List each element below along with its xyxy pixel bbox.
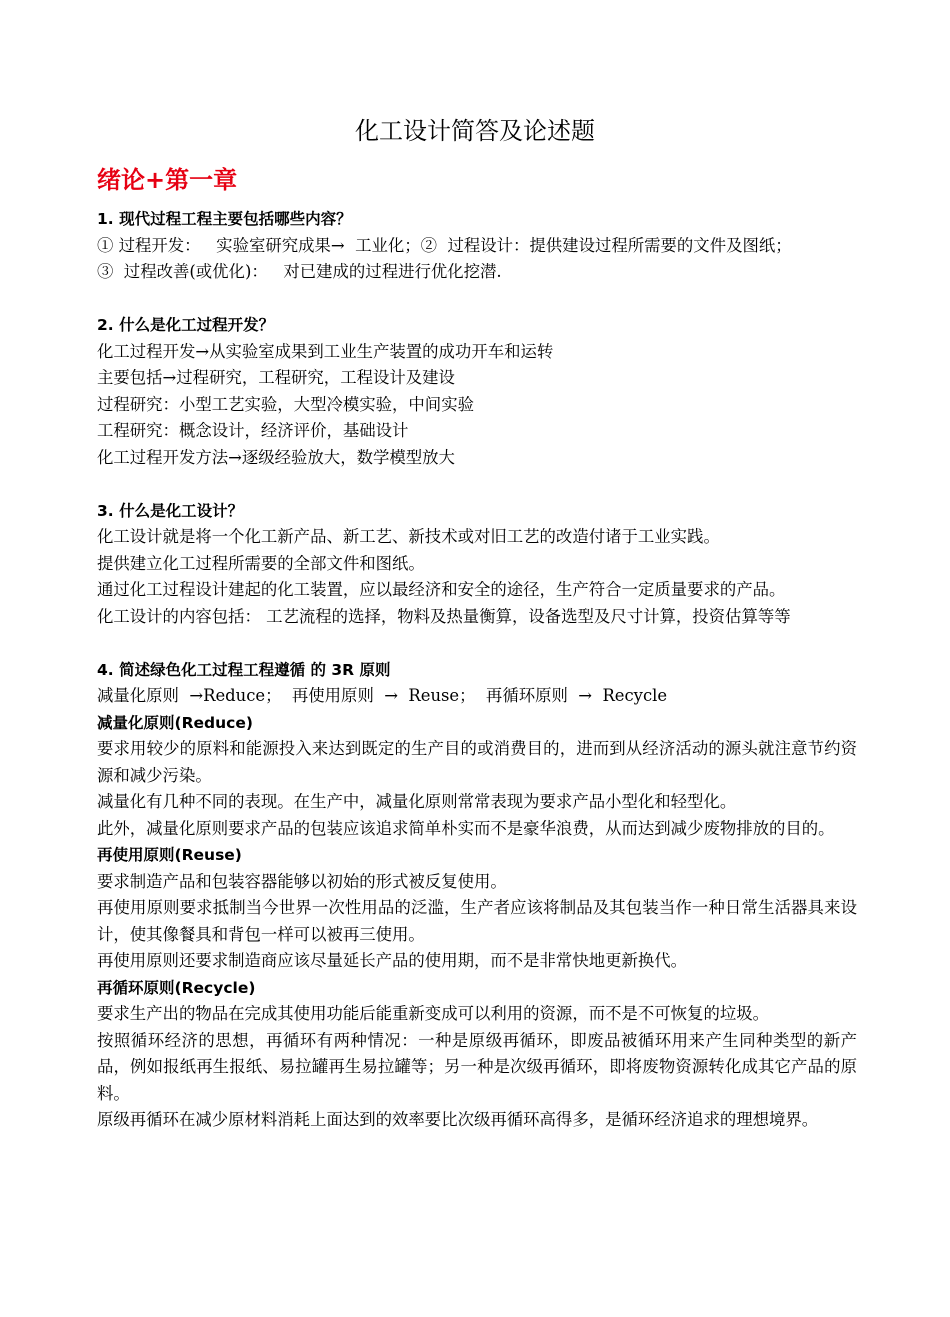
reuse-paragraph-2: 再使用原则要求抵制当今世界一次性用品的泛滥，生产者应该将制品及其包装当作一种日常生活器具来设计，使其像餐具和背包一样可以被再三使用。 xyxy=(97,898,857,944)
question-2-line-3: 过程研究：小型工艺实验，大型冷模实验，中间实验 xyxy=(97,394,474,414)
question-2-line-5: 化工过程开发方法→逐级经验放大，数学模型放大 xyxy=(97,447,455,467)
question-4-line-1: 减量化原则 →Reduce； 再使用原则 → Reuse； 再循环原则 → Recycle xyxy=(97,686,668,705)
question-2-heading: 2. 什么是化工过程开发？ xyxy=(97,316,275,334)
page-title: 化工设计简答及论述题 xyxy=(355,117,595,145)
question-1-line-1: ① 过程开发： 实验室研究成果→ 工业化；② 过程设计：提供建设过程所需要的文件及图纸； xyxy=(97,235,792,255)
question-3-line-1: 化工设计就是将一个化工新产品、新工艺、新技术或对旧工艺的改造付诸于工业实践。 xyxy=(97,527,720,546)
spacer xyxy=(97,471,857,498)
spacer xyxy=(97,630,857,657)
recycle-paragraph-1: 要求生产出的物品在完成其使用功能后能重新变成可以利用的资源，而不是不可恢复的垃圾。 xyxy=(97,1004,770,1023)
document-body xyxy=(97,206,857,1134)
reuse-paragraph-1: 要求制造产品和包装容器能够以初始的形式被反复使用。 xyxy=(97,871,507,891)
question-3-line-4: 化工设计的内容包括： 工艺流程的选择，物料及热量衡算，设备选型及尺寸计算，投资估算等等 xyxy=(97,606,791,626)
question-3-line-2: 提供建立化工过程所需要的全部文件和图纸。 xyxy=(97,553,425,573)
recycle-paragraph-2: 按照循环经济的思想，再循环有两种情况：一种是原级再循环，即废品被循环用来产生同种类型的新产品，例如报纸再生报纸、易拉罐再生易拉罐等；另一种是次级再循环，即将废物资源转化成其它产品的原料。 xyxy=(97,1030,857,1103)
recycle-principle-title: 再循环原则(Recycle) xyxy=(97,978,256,997)
question-2-line-4: 工程研究：概念设计，经济评价，基础设计 xyxy=(97,421,409,440)
reduce-paragraph-3: 此外，减量化原则要求产品的包装应该追求简单朴实而不是豪华浪费，从而达到减少废物排放的目的。 xyxy=(97,818,835,838)
reuse-paragraph-3: 再使用原则还要求制造商应该尽量延长产品的使用期，而不是非常快地更新换代。 xyxy=(97,951,688,970)
question-3-line-3: 通过化工过程设计建起的化工装置，应以最经济和安全的途径，生产符合一定质量要求的产品。 xyxy=(97,580,786,599)
question-1-heading: 1. 现代过程工程主要包括哪些内容？ xyxy=(97,210,352,228)
reuse-principle-title: 再使用原则(Reuse) xyxy=(97,846,242,864)
question-4-heading: 4. 简述绿色化工过程工程遵循 的 3R 原则 xyxy=(97,660,391,679)
recycle-paragraph-3: 原级再循环在减少原材料消耗上面达到的效率要比次级再循环高得多，是循环经济追求的理想境界。 xyxy=(97,1110,819,1129)
question-3-heading: 3. 什么是化工设计？ xyxy=(97,501,244,520)
spacer xyxy=(97,286,857,313)
reduce-paragraph-2: 减量化有几种不同的表现。在生产中，减量化原则常常表现为要求产品小型化和轻型化。 xyxy=(97,792,737,811)
question-2-line-2: 主要包括→过程研究，工程研究，工程设计及建设 xyxy=(97,368,455,387)
chapter-heading: 绪论+第一章 xyxy=(97,166,238,194)
question-2-line-1: 化工过程开发→从实验室成果到工业生产装置的成功开车和运转 xyxy=(97,341,554,361)
question-1-line-2: ③ 过程改善(或优化)： 对已建成的过程进行优化挖潜. xyxy=(97,262,502,281)
reduce-paragraph-1: 要求用较少的原料和能源投入来达到既定的生产目的或消费目的，进而到从经济活动的源头就注意节约资源和减少污染。 xyxy=(97,739,857,785)
reduce-principle-title: 减量化原则(Reduce) xyxy=(97,713,253,732)
